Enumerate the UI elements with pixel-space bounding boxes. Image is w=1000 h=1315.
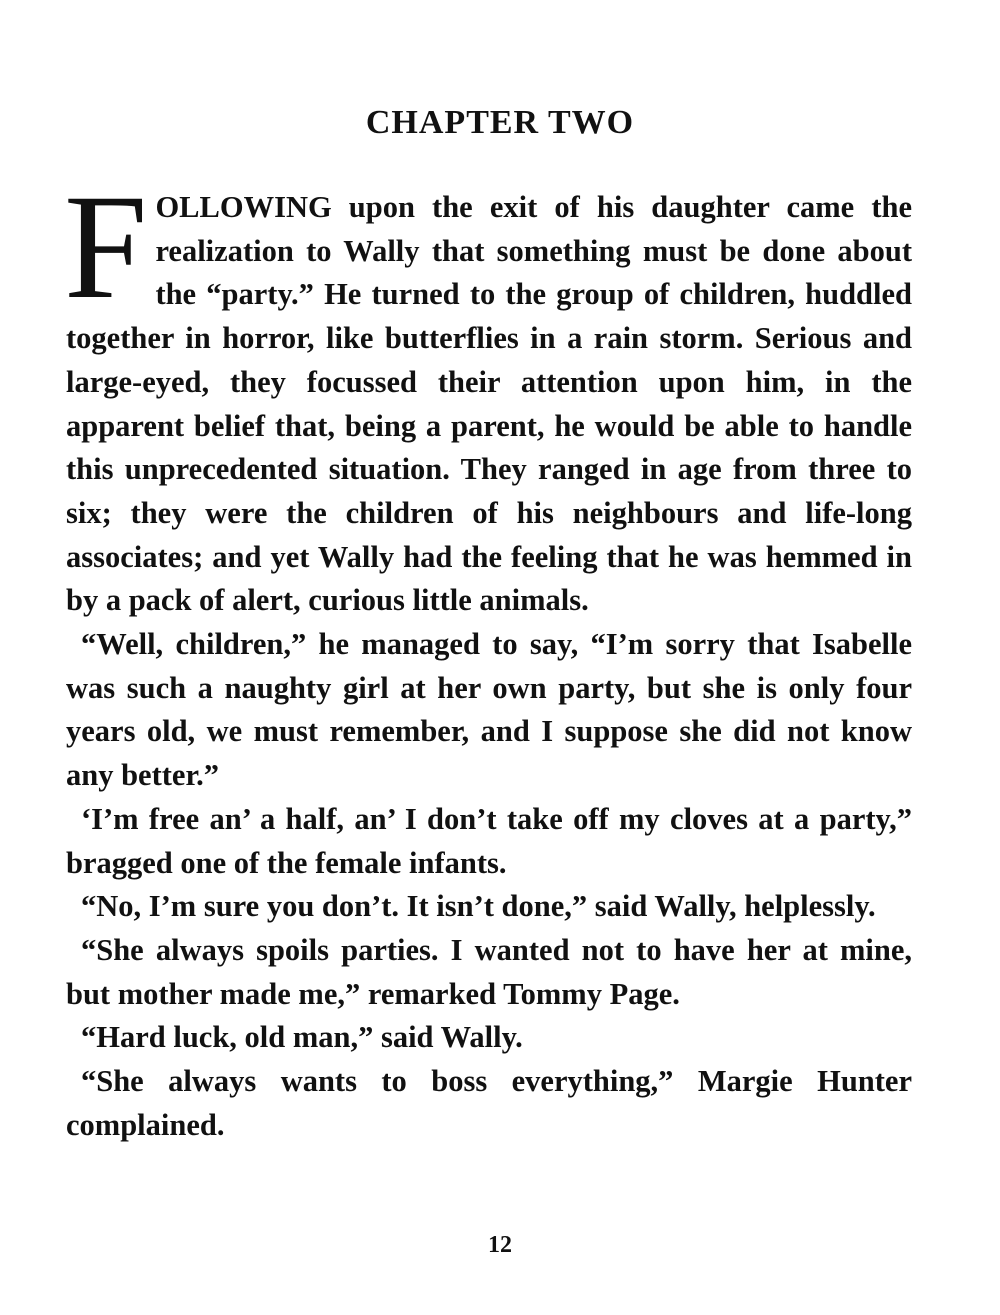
paragraph-7: “She always wants to boss everything,” Margie Hunter complained. bbox=[66, 1064, 912, 1142]
paragraph-4: “No, I’m sure you don’t. It isn’t done,” said Wally, helplessly. bbox=[81, 889, 876, 924]
paragraph-2: “Well, children,” he managed to say, “I’m sorry that Isabelle was such a naughty girl at her own party, but she is only four years old, we must remember, and I suppose she did not know any better.” bbox=[66, 627, 912, 793]
paragraph-3: ‘I’m free an’ a half, an’ I don’t take off my cloves at a party,” bragged one of the female infants. bbox=[66, 801, 912, 880]
chapter-title: CHAPTER TWO bbox=[365, 104, 635, 141]
drop-cap: F bbox=[64, 164, 148, 330]
paragraph-1-text: OLLOWING upon the exit of his daughter came the realization to Wally that something must be done about the “party.” He turned to the group of children, huddled together in horror, like butterflies in a rain storm. Serious and large-eyed, they focussed their attention upon him, in the apparent belief that, being a parent, he would be able to handle this unprecedented situation. They ranged in age from three to six; they were the children of his neighbours and life-long associates; and yet Wally had the feeling that he was hemmed in by a pack of alert, curious little animals. bbox=[66, 190, 912, 618]
paragraph-1 bbox=[64, 164, 912, 623]
page-number: 12 bbox=[488, 1232, 512, 1258]
paragraph-5: “She always spoils parties. I wanted not to have her at mine, but mother made me,” remarked Tommy Page. bbox=[66, 932, 912, 1011]
paragraph-6: “Hard luck, old man,” said Wally. bbox=[81, 1020, 523, 1055]
chapter-body bbox=[64, 164, 912, 1147]
